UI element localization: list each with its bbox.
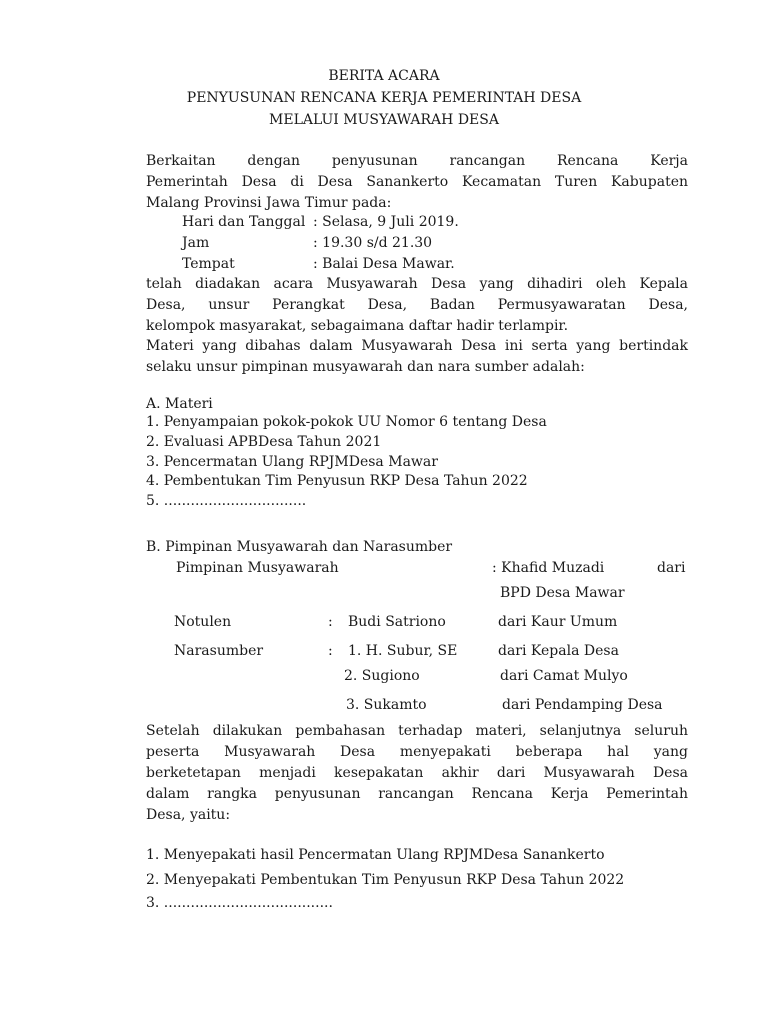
narasumber-org: dari Pendamping Desa [502, 697, 663, 713]
pimpinan-name: : Khafid Muzadi [492, 560, 605, 576]
section-a-heading: A. Materi [146, 396, 213, 412]
schedule-value-place: : Balai Desa Mawar. [313, 256, 455, 272]
body-line-5: selaku unsur pimpinan musyawarah dan nara sumber adalah: [146, 359, 585, 375]
notulen-org: dari Kaur Umum [498, 614, 618, 630]
materi-item: 3. Pencermatan Ulang RPJMDesa Mawar [146, 454, 438, 470]
title-line-1: BERITA ACARA [328, 68, 440, 84]
closing-line-3: berketetapan menjadi kesepakatan akhir dari Musyawarah Desa [146, 765, 688, 781]
body-line-4: Materi yang dibahas dalam Musyawarah Desa ini serta yang bertindak [146, 338, 688, 354]
intro-line-1: Berkaitan dengan penyusunan rancangan Rencana Kerja [146, 153, 688, 169]
materi-item: 4. Pembentukan Tim Penyusun RKP Desa Tahun 2022 [146, 473, 528, 489]
materi-item: 2. Evaluasi APBDesa Tahun 2021 [146, 434, 382, 450]
materi-item: 5. ................................ [146, 493, 307, 509]
body-line-2: Desa, unsur Perangkat Desa, Badan Permusyawaratan Desa, [146, 297, 688, 313]
notulen-name: Budi Satriono [348, 614, 446, 630]
section-b-heading: B. Pimpinan Musyawarah dan Narasumber [146, 539, 453, 555]
closing-line-1: Setelah dilakukan pembahasan terhadap materi, selanjutnya seluruh [146, 723, 688, 739]
pimpinan-org: BPD Desa Mawar [500, 585, 625, 601]
schedule-value-date: : Selasa, 9 Juli 2019. [313, 214, 459, 230]
notulen-colon: : [328, 614, 333, 630]
schedule-value-time: : 19.30 s/d 21.30 [313, 235, 433, 251]
schedule-label-place: Tempat [182, 256, 235, 272]
materi-item: 1. Penyampaian pokok-pokok UU Nomor 6 tentang Desa [146, 414, 547, 430]
closing-line-2: peserta Musyawarah Desa menyepakati beberapa hal yang [146, 744, 688, 760]
body-line-3: kelompok masyarakat, sebagaimana daftar hadir terlampir. [146, 318, 569, 334]
narasumber-org: dari Kepala Desa [498, 643, 619, 659]
intro-line-2: Pemerintah Desa di Desa Sanankerto Kecamatan Turen Kabupaten [146, 174, 688, 190]
title-line-2: PENYUSUNAN RENCANA KERJA PEMERINTAH DESA [186, 90, 582, 106]
narasumber-colon: : [328, 643, 333, 659]
closing-line-5: Desa, yaitu: [146, 807, 231, 823]
closing-line-4: dalam rangka penyusunan rancangan Rencana Kerja Pemerintah [146, 786, 688, 802]
narasumber-name: 2. Sugiono [344, 668, 420, 684]
agreement-item: 2. Menyepakati Pembentukan Tim Penyusun RKP Desa Tahun 2022 [146, 872, 625, 888]
agreement-item: 3. ...................................... [146, 895, 333, 911]
narasumber-label: Narasumber [174, 643, 264, 659]
narasumber-name: 1. H. Subur, SE [348, 643, 458, 659]
narasumber-name: 3. Sukamto [346, 697, 427, 713]
body-line-1: telah diadakan acara Musyawarah Desa yang dihadiri oleh Kepala [146, 276, 688, 292]
agreement-item: 1. Menyepakati hasil Pencermatan Ulang RPJMDesa Sanankerto [146, 847, 605, 863]
notulen-label: Notulen [174, 614, 232, 630]
schedule-label-time: Jam [182, 235, 210, 251]
narasumber-org: dari Camat Mulyo [500, 668, 628, 684]
pimpinan-label: Pimpinan Musyawarah [176, 560, 339, 576]
schedule-label-date: Hari dan Tanggal [182, 214, 306, 230]
intro-line-3: Malang Provinsi Jawa Timur pada: [146, 195, 392, 211]
pimpinan-dari: dari [657, 560, 686, 576]
title-line-3: MELALUI MUSYAWARAH DESA [269, 112, 499, 128]
